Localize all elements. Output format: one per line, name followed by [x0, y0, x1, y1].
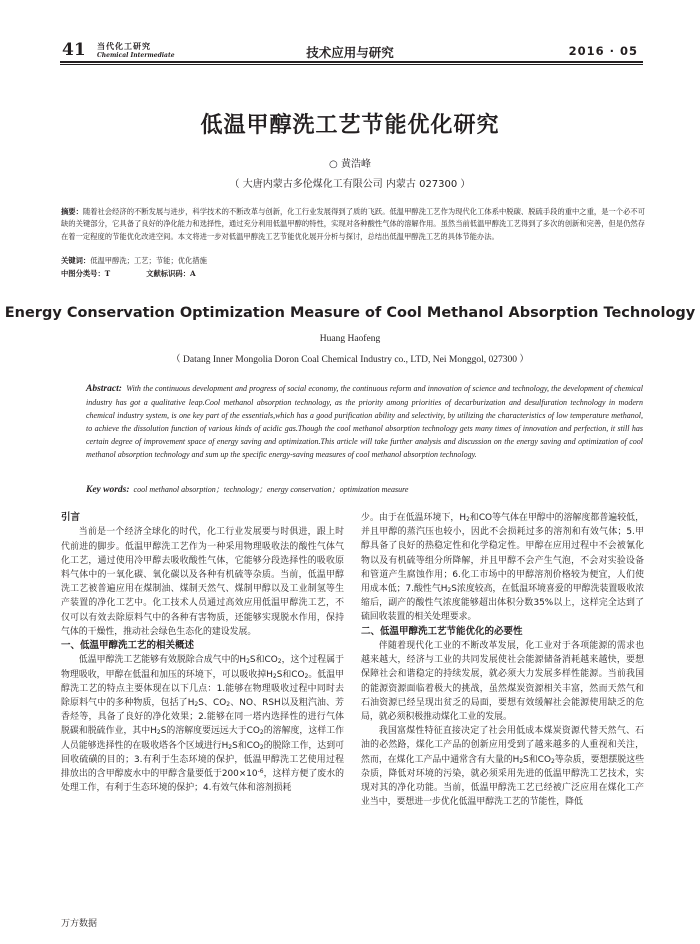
header-rule-thick [60, 61, 643, 63]
section-title: 技术应用与研究 [306, 45, 394, 60]
body-column-right [361, 511, 644, 809]
intro-heading: 引言 [61, 512, 81, 523]
keywords-en-label: Key words [86, 485, 127, 495]
magazine-name-cn: 当代化工研究 [97, 42, 151, 51]
magazine-name-en: Chemical Intermediate [97, 52, 175, 59]
keywords-en: Key words: cool methanol absorption；technology；energy conservation；optimization measure [86, 485, 409, 495]
section-2-paragraph-1: 伴随着现代化工业的不断改革发展，化工业对于各项能源的需求也越来越大，经济与工业的共同发展使社会能源储备消耗越来越快，要想保障社会和谐稳定的持续发展，就必须大力发展多样性能源。当前我国的能源资源面临着极大的挑战，虽然煤炭资源相关丰富，然而天然气和石油资源已经呈现出贫乏的局面，要想有效缓解社会能源使用缺乏的危局，就必须积极推动煤化工业的发展。 [361, 641, 644, 723]
keywords-cn-label: 关键词： [61, 256, 91, 265]
abstract-en: Abstract: With the continuous development and progress of social economy, the continuous reform and innovation of science and technology, the development of chemical industry has got a qualitative leap.Cool methanol absorption technology, as the priority among priorities of decarburization and desulfuration technology in modern chemical industry system, is one key part of the essentials,which has a good purification ability and selectivity, by utilizing the characteristics of low temperature methanol, to achieve the dissolution function of various kinds of acidic gas.Though the cool methanol absorption technology gets many times of innovation and perfection, it still has certain degree of improvement space of energy saving and optimization.This article will take further analysis and discussion on the energy saving and optimization of cool methanol absorption technology and sum up the specific energy-saving measures of cool methanol absorption technology. [86, 384, 643, 460]
keywords-en-text: cool methanol absorption；technology；energy conservation；optimization measure [133, 485, 409, 494]
affiliation-cn: （ 大唐内蒙古多伦煤化工有限公司 内蒙古 027300 ） [229, 179, 471, 190]
paper-title-cn: 低温甲醇洗工艺节能优化研究 [200, 113, 500, 138]
section-1-paragraph-cont: 少。由于在低温环境下，$H_2$和CO等气体在甲醇中的溶解度都普遍较低，并且甲醇的蒸汽压也较小，因此不会损耗过多的溶剂和有效气体；5.甲醇具备了良好的热稳定性和化学稳定性。甲醇在应用过程中不会被氰化物以及有机硫等组分所降解，并且甲醇不会产生气泡，不会对实验设备和管道产生腐蚀作用；6.化工市场中的甲醇溶剂价格较为便宜，人们使用成本低；7.酸性气$H_2S$浓度较高，在低温环境喜爱的甲醇洗装置吸收浓缩后，副产的酸性气浓度能够超出体积分数35%以上，这样完全达到了硫回收装置的相关处理要求。 [361, 513, 644, 623]
clc-number: 中图分类号：T [61, 269, 111, 278]
abstract-en-text: With the continuous development and progress of social economy, the continuous reform and innovation of science and technology, the development of chemical industry has got a qualitative leap.Cool methanol absorption technology, as the priority among priorities of decarburization and desulfuration technology in modern chemical industry system, is one key part of the essentials,which has a good purification ability and selectivity, by utilizing the characteristics of low temperature methanol, to achieve the dissolution function of various kinds of acidic gas.Though the cool methanol absorption technology gets many times of innovation and perfection, it still has certain degree of improvement space of energy saving and optimization.This article will take further analysis and discussion on the energy saving and optimization of cool methanol absorption technology and sum up the specific energy-saving measures of cool methanol absorption technology. [86, 384, 643, 460]
abstract-cn [61, 206, 645, 243]
keywords-cn-text: 低温甲醇洗；工艺；节能；优化措施 [90, 256, 207, 265]
section-1-heading: 一、低温甲醇洗工艺的相关概述 [61, 640, 195, 652]
header-rule-thin [60, 64, 643, 65]
author-cn: ○ 黄浩峰 [329, 159, 371, 170]
keywords-cn [61, 256, 207, 266]
section-2-paragraph-2: 我国富煤性特征直接决定了社会用低成本煤炭资源代替天然气、石油的必然路，煤化工产品的创新应用受到了越来越多的人重视和关注，然而，在煤化工产品中通常含有大量的$H_2S$和$CO_2$等杂质，要想摆脱这些杂质，降低对环境的污染，就必须采用先进的低温甲醇洗工艺技术，实现对其的净化功能。当前，低温甲醇洗工艺已经被广泛应用在煤化工产业当中，要想进一步优化低温甲醇洗工艺的节能性，降低 [361, 726, 645, 808]
affiliation-en: （ Datang Inner Mongolia Doron Coal Chemical Industry co., LTD, Nei Monggol, 027300 ） [171, 355, 529, 365]
body-column-left [61, 511, 344, 795]
intro-paragraph: 当前是一个经济全球化的时代，化工行业发展要与时俱进，跟上时代前进的脚步。低温甲醇洗工艺作为一种采用物理吸收法的酸性气体气化工艺，通过使用冷甲醇去吸收酸性气体，它能够分段选择性的吸收原料气体中的一氧化碳、氧化碳以及各种有机硫等杂质。当前，低温甲醇洗工艺被普遍应用在煤制油、煤制天然气、煤制甲醇以及工业制氢等生产装置的净化工艺中。化工技术人员通过高效应用低温甲醇洗工艺，不仅可以有效去除原料气中的各种有害物质，还能够实现脱水作用，保持气体的干燥性，推动社会绿色生态化的建设发展。 [61, 527, 344, 637]
paper-title-en: Energy Conservation Optimization Measure of Cool Methanol Absorption Technology [4, 305, 696, 321]
classification [61, 269, 232, 279]
issue-number: 2016 · 05 [568, 44, 638, 58]
footer-source: 万方数据 [61, 919, 98, 929]
section-2-heading: 二、低温甲醇洗工艺节能优化的必要性 [361, 625, 523, 637]
document-code: 文献标识码：A [146, 269, 196, 278]
abstract-en-label: Abstract [86, 384, 119, 394]
section-1-paragraph: 低温甲醇洗工艺能够有效脱除合成气中的$H_2S$和$CO_2$，这个过程属于物理吸收，甲醇在低温和加压的环境下，可以吸收掉$H_2S$和$CO_2$。低温甲醇洗工艺的特点主要体现在以下几点：1.能够在物理吸收过程中同时去除原料气中的多种物质，包括了$H_2S$、$CO_2$、NO、RSH以及粗汽油、芳香烃等，具备了良好的净化效果；2.能够在同一塔内选择性的进行气体脱碳和脱硫作业，其中$H_2S$的溶解度要远远大于$CO_2$的溶解度，这样工作人员能够选择性的在吸收塔各个区域进行$H_2S$和$CO_2$的脱除工作，达到可回收硫磺的目的；3.有利于生态环境的保护，低温甲醇洗工艺使用过程排放出的含甲醇废水中的甲醇含量要低于$200\times 10^{-6}$，这样方便了废水的处理工作，有利于生态环境的保护；4.有效气体和溶剂损耗 [61, 655, 345, 794]
author-en: Huang Haofeng [319, 334, 381, 344]
abstract-cn-label: 摘要： [61, 207, 83, 216]
page-number: 41 [62, 40, 86, 60]
abstract-cn-text: 随着社会经济的不断发展与进步，科学技术的不断改革与创新，化工行业发展得到了质的飞跃。低温甲醇洗工艺作为现代化工体系中脱碳、脱硫手段的重中之重，是一个必不可缺的关键部分，它具备了良好的净化能力和选择性，通过充分利用低温甲醇的特性，实现对各种酸性气体的溶解作用。虽然当前低温甲醇洗工艺得到了多次的创新和完善，但是仍然存在着一定程度的节能优化改进空间。本文将进一步对低温甲醇洗工艺节能优化展开分析与探讨，总结出低温甲醇洗工艺的具体节能办法。 [61, 207, 646, 241]
